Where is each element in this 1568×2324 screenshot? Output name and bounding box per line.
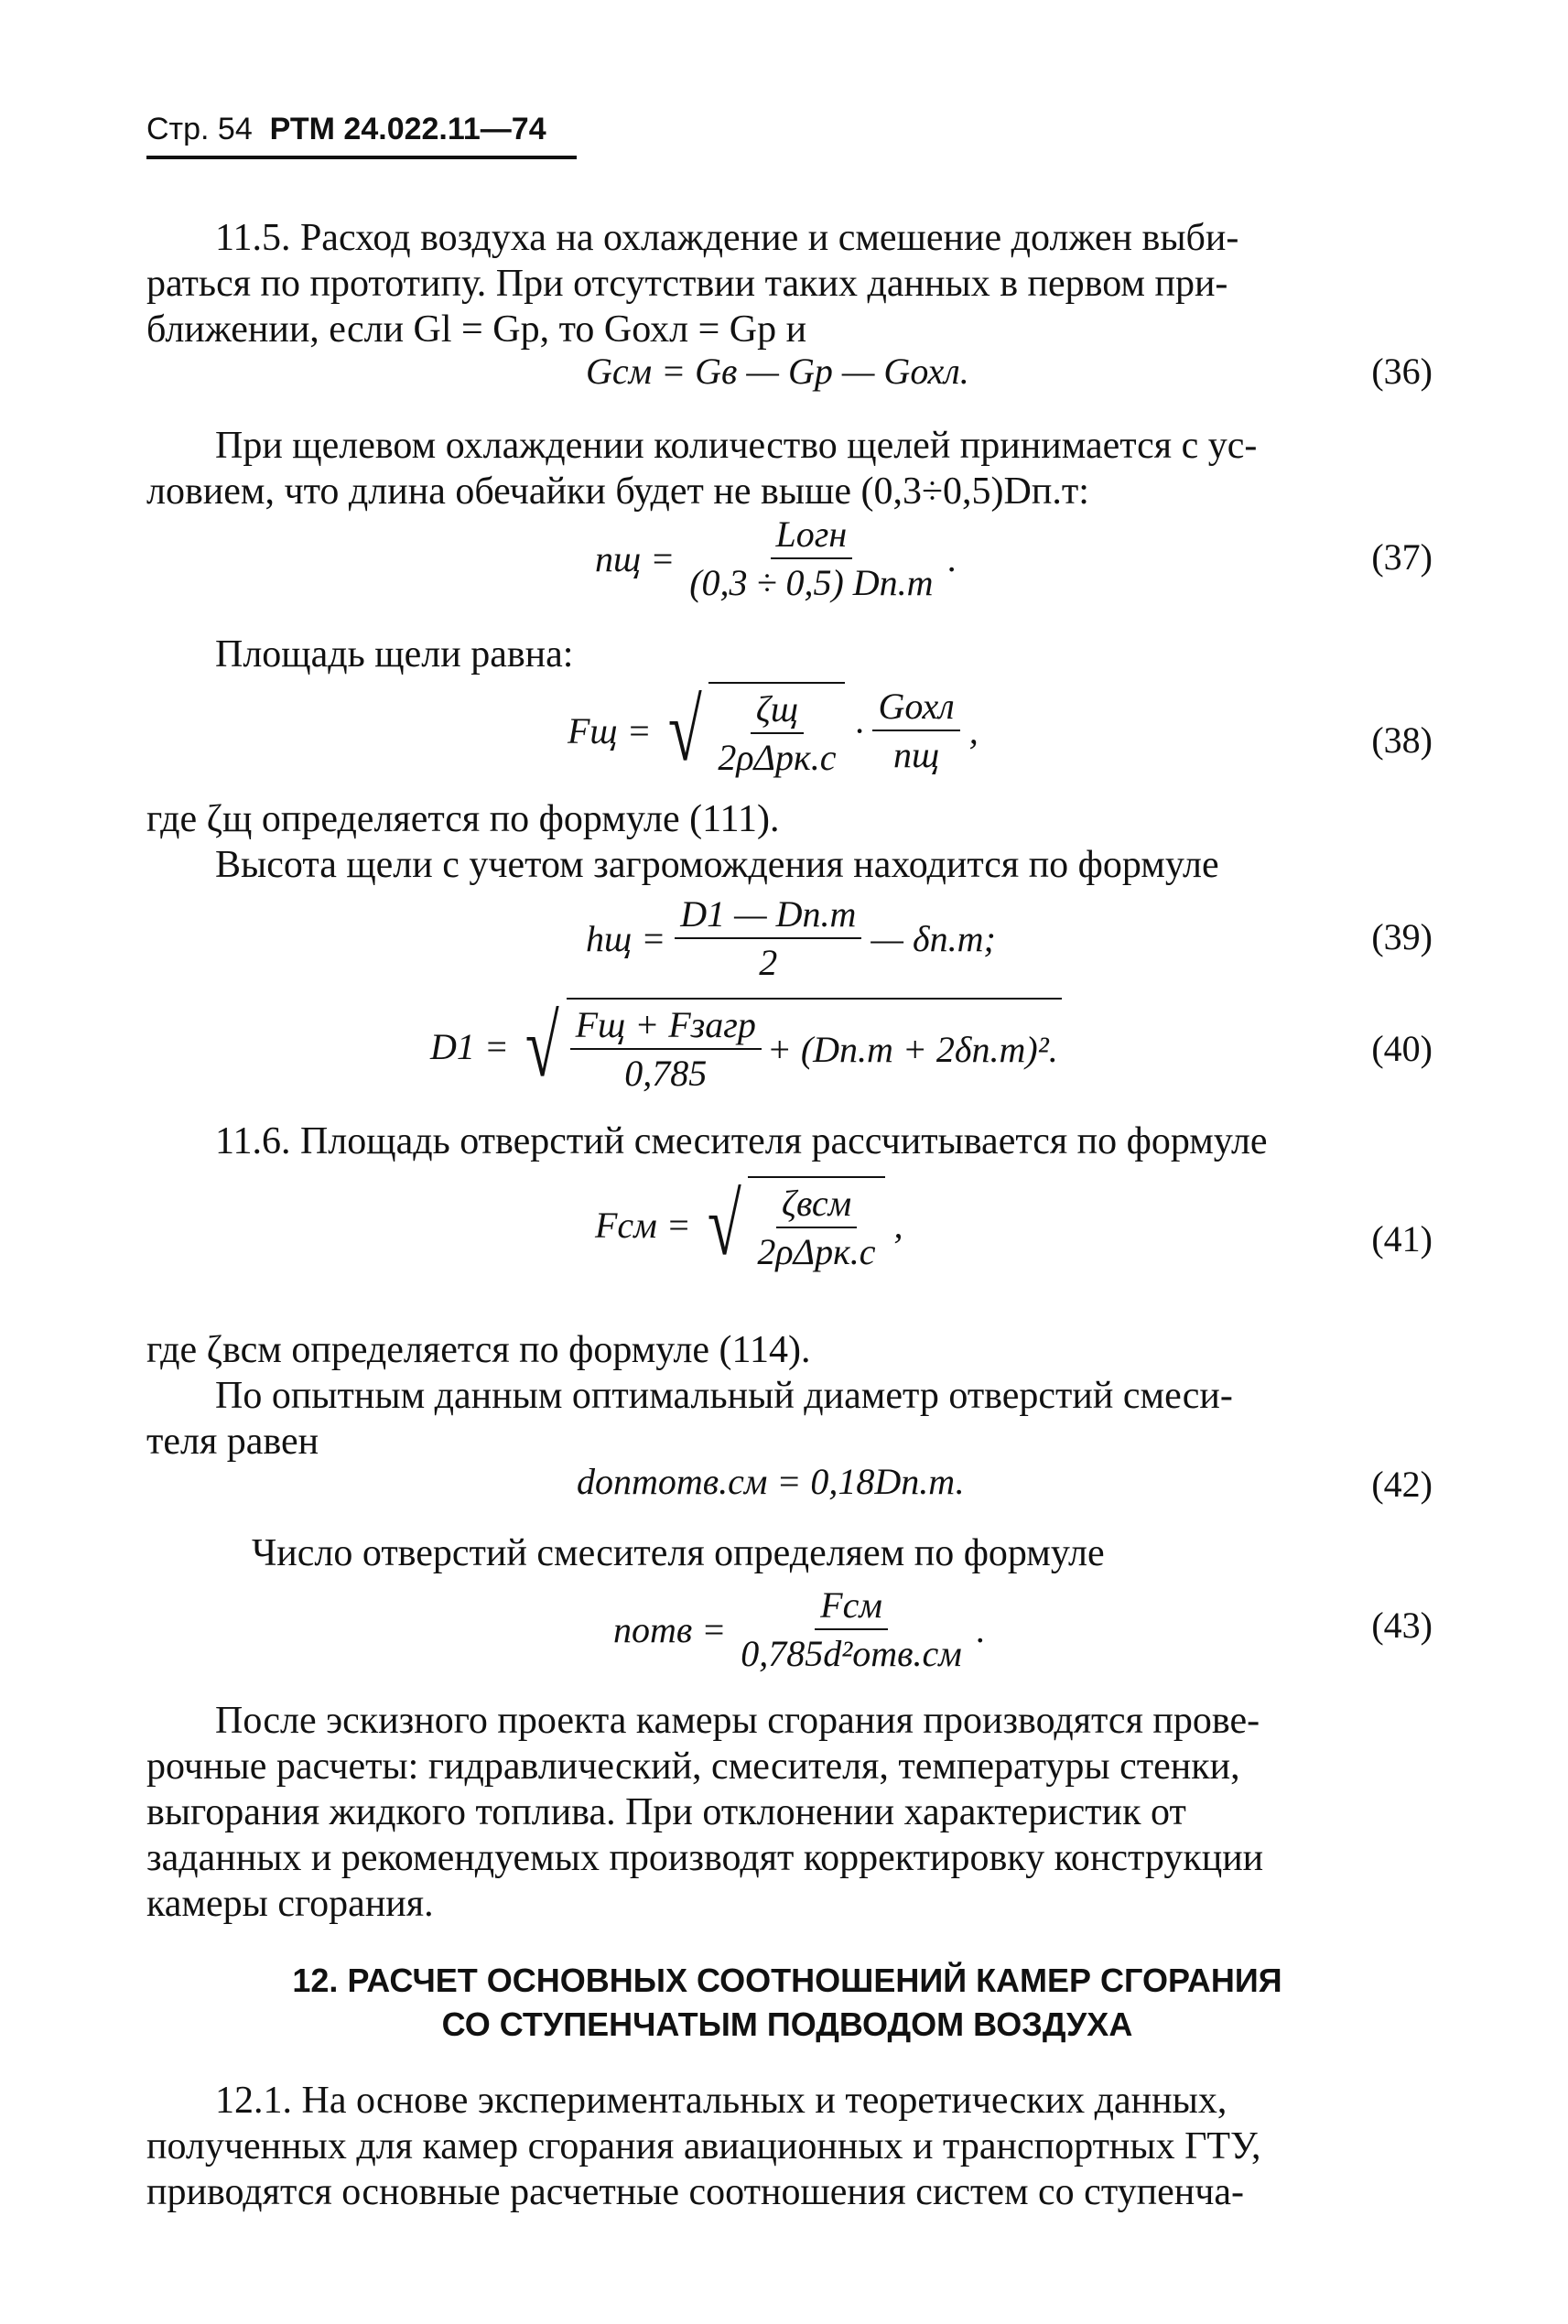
text-line: ловием, что длина обечайки будет не выше (0,3÷0,5)Dп.т:	[146, 470, 1089, 513]
equation-number-39: (39)	[1371, 916, 1433, 957]
equation-40	[430, 998, 1062, 1095]
denominator: 0,785d²отв.см	[741, 1633, 962, 1674]
heading-line: 12. РАСЧЕТ ОСНОВНЫХ СООТНОШЕНИЙ КАМЕР СГОРАНИЯ	[292, 1962, 1282, 1999]
fraction	[752, 1182, 881, 1273]
text-line: Высота щели с учетом загромождения находится по формуле	[215, 844, 1219, 886]
paragraph-where-zeta-sm	[146, 1327, 1428, 1465]
radical-sign-icon: √	[707, 1175, 741, 1273]
numerator: ζщ	[751, 687, 804, 734]
fraction	[712, 687, 841, 779]
denominator: nщ	[892, 734, 940, 775]
eq-lhs: nотв =	[613, 1608, 727, 1650]
eq-lhs: nщ =	[595, 537, 676, 579]
text-line: Число отверстий смесителя определяем по формуле	[252, 1532, 1105, 1574]
radicand	[748, 1176, 884, 1273]
paragraph-slot-area	[146, 632, 1428, 677]
paragraph-12-1	[146, 2078, 1428, 2215]
eq-rhs: = Gв — Gр — Gохл.	[661, 351, 969, 392]
radical-sign-icon: √	[667, 681, 702, 779]
equation-39	[586, 892, 996, 984]
equation-number-41: (41)	[1371, 1218, 1433, 1259]
header-rule	[146, 156, 577, 159]
eq-lhs: Gсм	[586, 351, 653, 392]
equation-42	[577, 1460, 965, 1503]
denominator: 2	[759, 942, 778, 983]
numerator: D1 — Dп.т	[675, 892, 861, 939]
text-line: 12.1. На основе экспериментальных и теоретических данных,	[215, 2080, 1227, 2122]
text-line: Площадь щели равна:	[215, 633, 574, 676]
square-root	[661, 682, 846, 779]
text-line: 11.6. Площадь отверстий смесителя рассчитывается по формуле	[215, 1120, 1268, 1162]
eq-lhs: Fсм =	[595, 1204, 691, 1246]
text-line: рочные расчеты: гидравлический, смесителя, температуры стенки,	[146, 1746, 1240, 1788]
text-line: ближении, если Gl = Gр, то Gохл = Gр и	[146, 308, 807, 351]
numerator: Gохл	[872, 685, 959, 731]
heading-line: СО СТУПЕНЧАТЫМ ПОДВОДОМ ВОЗДУХА	[441, 2005, 1133, 2043]
equation-38	[568, 682, 979, 779]
text-line: камеры сгорания.	[146, 1883, 434, 1925]
text-line: По опытным данным оптимальный диаметр отверстий смеси-	[215, 1375, 1233, 1417]
fraction	[570, 1003, 762, 1095]
eq-lhs: hщ =	[586, 917, 666, 959]
eq-lhs: D1 =	[430, 1025, 509, 1067]
section-heading-12	[146, 1959, 1428, 2047]
denominator: 2ρΔpк.с	[718, 737, 837, 778]
equation-number-42: (42)	[1371, 1464, 1433, 1505]
paragraph-slot-cooling	[146, 423, 1428, 514]
equation-36	[586, 350, 969, 393]
fraction	[675, 892, 861, 984]
eq-tail: .	[947, 537, 957, 579]
eq-tail: — δп.т;	[871, 917, 996, 959]
text-line: раться по прототипу. При отсутствии таких данных в первом при-	[146, 263, 1228, 305]
paragraph-11-5	[146, 215, 1428, 352]
radicand	[567, 998, 1062, 1095]
eq-lhs: Fщ =	[568, 709, 652, 751]
paragraph-where-zeta	[146, 796, 1428, 888]
denominator: (0,3 ÷ 0,5) Dп.т	[689, 562, 934, 603]
radicand	[708, 682, 845, 779]
text-line: где ζщ определяется по формуле (111).	[146, 798, 780, 840]
eq-tail: ,	[968, 709, 979, 751]
text-line: выгорания жидкого топлива. При отклонении характеристик от	[146, 1791, 1186, 1833]
denominator: 2ρΔpк.с	[757, 1231, 876, 1272]
fraction	[872, 685, 959, 776]
doc-code: РТМ 24.022.11—74	[269, 112, 546, 146]
text-line: приводятся основные расчетные соотношения систем со ступенча-	[146, 2171, 1244, 2213]
eq-tail: .	[976, 1608, 986, 1650]
page-header	[146, 112, 546, 147]
equation-number-36: (36)	[1371, 351, 1433, 392]
equation-43	[613, 1584, 986, 1675]
text-line: При щелевом охлаждении количество щелей принимается с ус-	[215, 425, 1258, 467]
fraction	[684, 513, 938, 604]
square-root	[700, 1176, 885, 1273]
equation-number-40: (40)	[1371, 1028, 1433, 1069]
equation-number-38: (38)	[1371, 719, 1433, 761]
square-root	[518, 998, 1062, 1095]
text-line: полученных для камер сгорания авиационных и транспортных ГТУ,	[146, 2125, 1261, 2167]
numerator: Fщ + Fзагр	[570, 1003, 762, 1050]
equation-41	[595, 1176, 903, 1273]
eq-expression: dоптотв.см = 0,18Dп.т.	[577, 1461, 965, 1502]
radical-sign-icon: √	[524, 997, 559, 1095]
multiply-dot: ·	[854, 709, 864, 751]
numerator: Fсм	[815, 1584, 888, 1630]
paragraph-11-6	[146, 1119, 1428, 1164]
text-line: теля равен	[146, 1421, 319, 1463]
text-line: заданных и рекомендуемых производят корректировку конструкции	[146, 1837, 1264, 1879]
paragraph-hole-count	[146, 1530, 1428, 1576]
denominator: 0,785	[624, 1053, 708, 1094]
text-line: После эскизного проекта камеры сгорания производятся прове-	[215, 1700, 1260, 1742]
paragraph-after-sketch	[146, 1698, 1428, 1927]
equation-number-37: (37)	[1371, 536, 1433, 578]
equation-37	[595, 513, 957, 604]
fraction	[735, 1584, 968, 1675]
page-label: Стр. 54	[146, 112, 253, 146]
equation-number-43: (43)	[1371, 1605, 1433, 1646]
eq-tail: ,	[893, 1204, 903, 1246]
eq-tail: + (Dп.т + 2δп.т)².	[766, 1028, 1058, 1070]
text-line: где ζвсм определяется по формуле (114).	[146, 1329, 811, 1371]
numerator: Lогн	[771, 513, 853, 559]
numerator: ζвсм	[776, 1182, 857, 1228]
text-line: 11.5. Расход воздуха на охлаждение и смешение должен выби-	[215, 217, 1239, 259]
